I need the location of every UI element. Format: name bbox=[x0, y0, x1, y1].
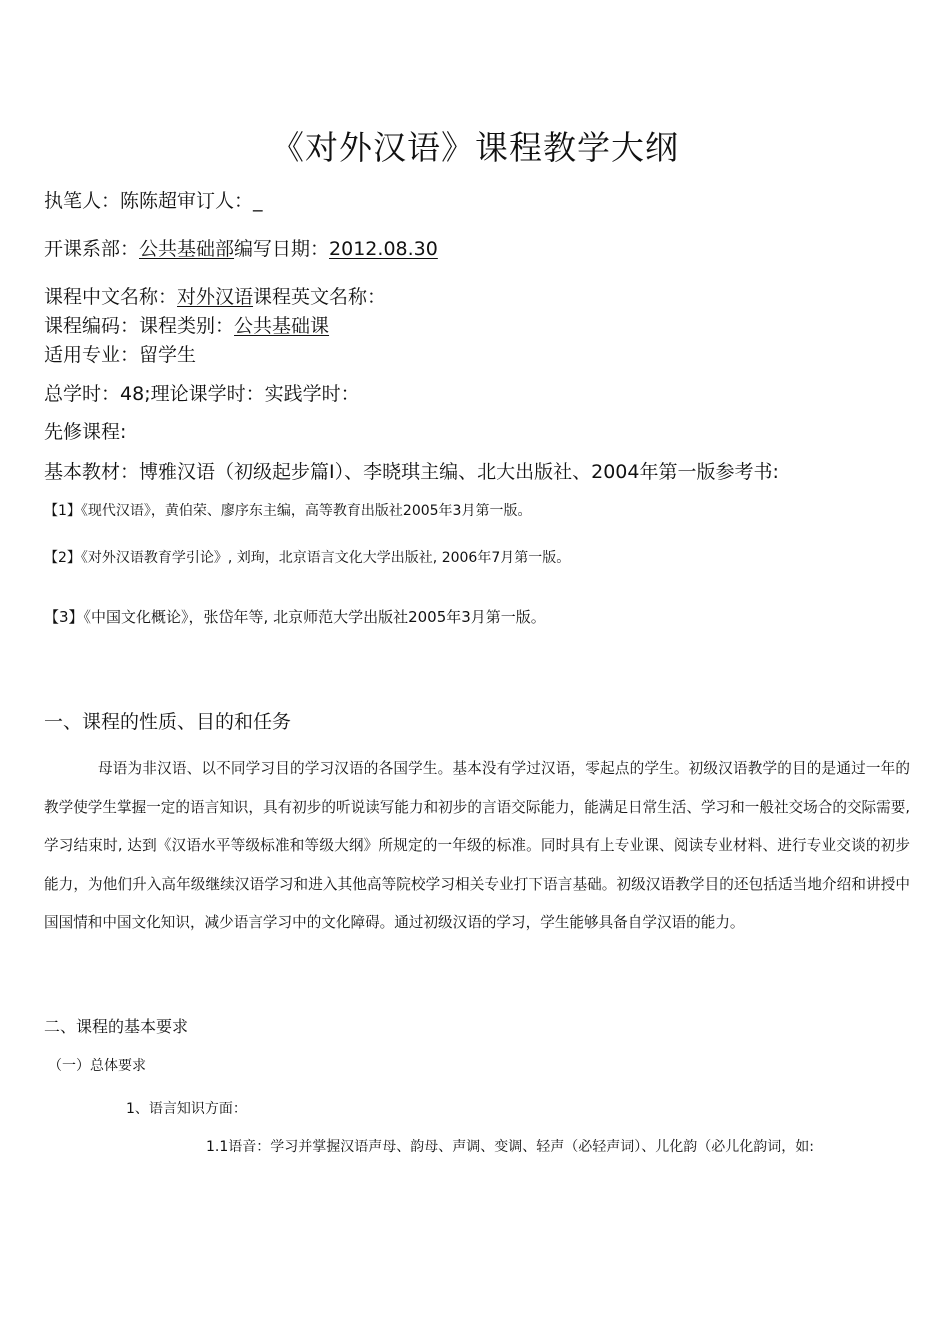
reference-2: 【2】《对外汉语教育学引论》, 刘珣，北京语言文化大学出版社, 2006年7月第一版。 bbox=[44, 550, 571, 566]
item-1-1-text: 1.1语音：学习并掌握汉语声母、韵母、声调、变调、轻声（必轻声词）、儿化韵（必儿化韵词，如: bbox=[206, 1139, 814, 1155]
type-label: 课程类别： bbox=[139, 315, 235, 337]
section-1-body: 母语为非汉语、以不同学习目的学习汉语的各国学生。基本没有学过汉语，零起点的学生。初级汉语教学的目的是通过一年的教学使学生掌握一定的语言知识，具有初步的听说读写能力和初步的言语交际能力，能满足日常生活、学习和一般社交场合的交际需要, 学习结束时, 达到《汉语水平等级标准和等级大纲》所规定的一年级的标准。同时具有上专业课、阅读专业材料、进行专业交谈的初步能力，为他们升入高年级继续汉语学习和进入其他高等院校学习相关专业打下语言基础。初级汉语教学目的还包括适当地介绍和讲授中国国情和中国文化知识，减少语言学习中的文化障碍。通过初级汉语的学习，学生能够具备自学汉语的能力。 bbox=[44, 760, 910, 932]
reviewer-label: 审订人： bbox=[177, 190, 254, 212]
practice-label: 实践学时： bbox=[264, 383, 360, 405]
section-1-heading: 一、课程的性质、目的和任务 bbox=[44, 711, 292, 733]
reference-3: 【3】《中国文化概论》，张岱年等, 北京师范大学出版社2005年3月第一版。 bbox=[44, 608, 546, 626]
cn-name-value: 对外汉语 bbox=[177, 286, 254, 308]
section-2-heading: 二、课程的基本要求 bbox=[44, 1017, 189, 1036]
author-value: 陈陈超 bbox=[120, 190, 178, 212]
cn-name-label: 课程中文名称： bbox=[44, 286, 178, 308]
hours-line bbox=[44, 381, 360, 407]
en-name-label: 课程英文名称： bbox=[253, 286, 387, 308]
department-line bbox=[44, 236, 438, 262]
major-value: 留学生 bbox=[139, 344, 197, 366]
hours-label: 总学时： bbox=[44, 383, 121, 405]
code-label: 课程编码： bbox=[44, 315, 140, 337]
reference-1: 【1】《现代汉语》，黄伯荣、廖序东主编，高等教育出版社2005年3月第一版。 bbox=[44, 503, 532, 519]
dept-label: 开课系部： bbox=[44, 238, 140, 260]
date-label: 编写日期： bbox=[234, 238, 330, 260]
prereq-line: 先修课程: bbox=[44, 421, 127, 443]
type-value: 公共基础课 bbox=[234, 315, 330, 337]
section-2-subheading: （一）总体要求 bbox=[48, 1058, 146, 1074]
author-line bbox=[44, 188, 263, 214]
course-name-line bbox=[44, 284, 386, 310]
hours-value: 48 bbox=[120, 383, 145, 405]
author-label: 执笔人： bbox=[44, 190, 121, 212]
page-title: 《对外汉语》课程教学大纲 bbox=[271, 128, 679, 167]
date-value: 2012.08.30 bbox=[329, 238, 438, 260]
item-1-heading: 1、语言知识方面： bbox=[126, 1101, 247, 1117]
major-line bbox=[44, 342, 196, 368]
dept-value: 公共基础部 bbox=[139, 238, 235, 260]
reviewer-value: _ bbox=[253, 190, 263, 212]
course-code-line bbox=[44, 313, 329, 339]
textbook-line: 基本教材：博雅汉语（初级起步篇Ⅰ）、李晓琪主编、北大出版社、2004年第一版参考书: bbox=[44, 461, 779, 483]
theory-label: ;理论课学时： bbox=[144, 383, 265, 405]
major-label: 适用专业： bbox=[44, 344, 140, 366]
